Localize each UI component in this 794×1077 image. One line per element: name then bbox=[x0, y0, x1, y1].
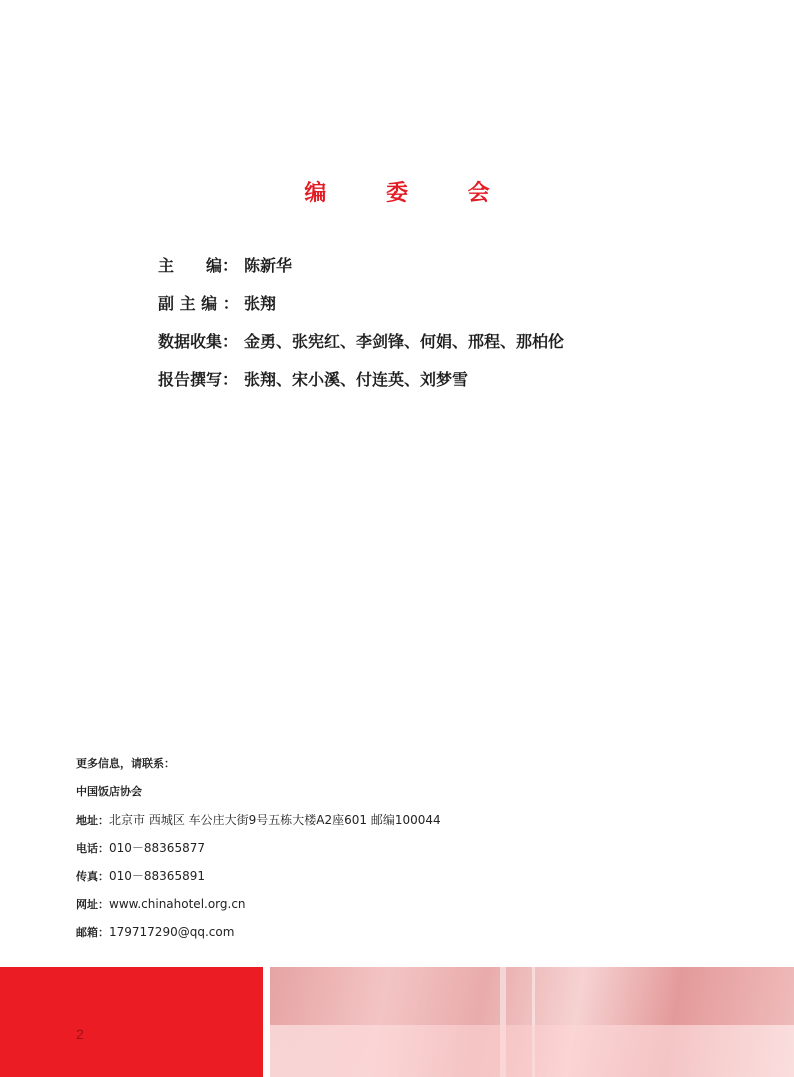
contact-info bbox=[76, 756, 441, 952]
organization-name: 中国饭店协会 bbox=[76, 785, 142, 798]
credit-row-report-writers bbox=[158, 368, 564, 406]
address-label: 地址： bbox=[76, 814, 109, 827]
fax-value: 010－88365891 bbox=[109, 869, 205, 883]
email-link[interactable]: 179717290@qq.com bbox=[109, 925, 235, 939]
credit-value: 张翔 bbox=[244, 294, 277, 313]
phone-label: 电话： bbox=[76, 842, 109, 855]
credit-row-deputy-editor bbox=[158, 292, 564, 330]
footer-red-block bbox=[0, 967, 263, 1077]
website-link[interactable]: www.chinahotel.org.cn bbox=[109, 897, 246, 911]
website-line bbox=[76, 896, 441, 924]
photo-band bbox=[270, 1025, 794, 1077]
fax-line bbox=[76, 868, 441, 896]
contact-heading: 更多信息，请联系： bbox=[76, 757, 175, 770]
website-label: 网址： bbox=[76, 898, 109, 911]
footer-decorative-photo bbox=[270, 967, 794, 1077]
email-line bbox=[76, 924, 441, 952]
credit-label: 报告撰写： bbox=[158, 370, 239, 389]
credit-value: 张翔、宋小溪、付连英、刘梦雪 bbox=[244, 370, 469, 389]
credit-label: 副 主 编 ： bbox=[158, 294, 239, 313]
page-title: 编 委 会 bbox=[304, 181, 516, 206]
phone-line bbox=[76, 840, 441, 868]
page-number: 2 bbox=[76, 1026, 84, 1042]
fax-label: 传真： bbox=[76, 870, 109, 883]
email-label: 邮箱： bbox=[76, 926, 109, 939]
editorial-credits bbox=[158, 254, 564, 406]
credit-row-data-collection bbox=[158, 330, 564, 368]
address-value: 北京市 西城区 车公庄大街9号五栋大楼A2座601 邮编100044 bbox=[109, 813, 441, 827]
address-line bbox=[76, 812, 441, 840]
credit-label: 数据收集： bbox=[158, 332, 239, 351]
phone-value: 010－88365877 bbox=[109, 841, 205, 855]
credit-row-chief-editor bbox=[158, 254, 564, 292]
credit-label: 主 编： bbox=[158, 256, 239, 275]
credit-value: 陈新华 bbox=[244, 256, 293, 275]
credit-value: 金勇、张宪红、李剑锋、何娟、邢程、那柏伦 bbox=[244, 332, 565, 351]
